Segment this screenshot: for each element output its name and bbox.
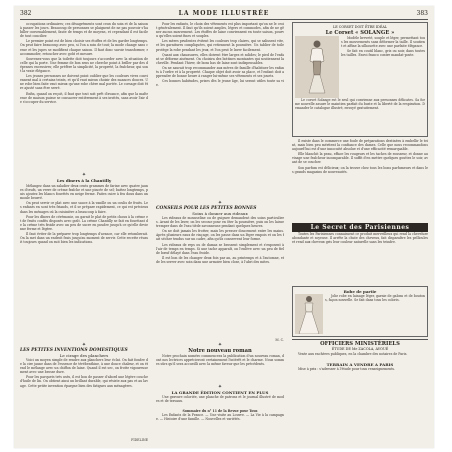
- sale-line: TERRAIN A VENDRE A PARIS: [326, 362, 394, 367]
- divider: [292, 339, 428, 340]
- section-heading: LA GRANDE ÉDITION CONTIENT EN PLUS: [171, 390, 269, 396]
- signature: M. C.: [275, 338, 284, 342]
- ornament-divider: ✦: [81, 172, 87, 178]
- ornament-divider: ✦: [81, 342, 87, 348]
- section-subtitle: ÉTUDE DE Me ZACOLA, AVOUÉ: [331, 347, 389, 351]
- ad-intro: LE CORSET DOIT ÊTRE IDÉAL: [332, 25, 388, 29]
- newspaper-page: [14, 6, 434, 448]
- corset-figure-icon: [306, 38, 328, 94]
- corset-advertisement: [292, 22, 428, 137]
- page-number-left: 382: [20, 10, 32, 17]
- body-text-block: Une gravure coloriée, une planche de patrons et le journal illustré de modes et de travaux.: [156, 395, 284, 404]
- body-text-block: Vente aux enchères publiques, en la chambre des notaires de Paris.: [298, 352, 408, 356]
- body-text-block: Le corset Solange est le seul qui convienne aux personnes délicates. Sa forme nouvelle assure le maintien parfait du buste et la liberté de la respiration. Demander le catalogue illustré, envoyé gratuitement.: [295, 98, 425, 111]
- body-text-block: Les rideaux de mousseline ou de guipure demandent des soins particuliers. Avant de les laver, on les secoue pour en ôter la poussière, puis on les laisse tremper dans de l'eau tiède savonneuse pendant quelques heures. On ne doit jamais les frotter, mais les presser doucement entre les mains. Après plusieurs eaux de rinçage, on les passe dans un léger empois et on les fait sécher tendus sur un cadre, afin qu'ils conservent leur forme. Les rideaux de reps ou de damas se brossent simplement et s'exposent à l'air de temps en temps. Si une tache apparaît, on l'enlève avec un peu de fiel de bœuf délayé dans l'eau froide. Il est bon de les changer deux fois par an, au printemps et à l'automne, et de les serrer avec soin dans une armoire bien close, à l'abri des mites.: [156, 216, 284, 264]
- section-heading: Les dîners à la Chantilly: [56, 178, 112, 183]
- body-text-block: Notre prochain numéro commencera la publication d'un nouveau roman, dont nos lectrices apprécieront certainement l'intérêt et le charme. Nous sommes sûrs qu'il sera accueilli avec la même faveur que les précédents.: [156, 354, 284, 367]
- dress-illustration: [295, 294, 323, 334]
- body-text-block: Il existe dans le commerce une foule de préparations destinées à embellir le teint, mais bien peu méritent la confiance des dames. Celle que nous recommandons aujourd'hui est d'une innocuité absolue et d'une efficacité remarquable. Elle blanchit la peau, efface les rougeurs et les taches de rousseur, et donne au visage une fraîcheur incomparable. Il suffit d'en mettre quelques gouttes le soir, avant de se coucher. Son parfum est délicieux; on la trouve chez tous les bons parfumeurs et dans les grands magasins de nouveautés.: [292, 139, 428, 174]
- header-rule: [20, 19, 428, 20]
- section-subtitle: Soins à donner aux rideaux: [192, 211, 248, 216]
- ad-title: Le Corset « SOLANGE »: [325, 30, 395, 36]
- revue-summary-label: Sommaire du n° 11 de la Revue pour Tous: [182, 409, 258, 414]
- corset-illustration: [295, 36, 339, 98]
- ad-title: Robe de partie: [343, 289, 377, 294]
- dress-figure-icon: [295, 294, 323, 334]
- section-heading: Notre nouveau roman: [188, 348, 252, 355]
- robe-advertisement: [292, 286, 428, 337]
- body-text-block: occupations ordinaires; ces désagréments sont ceux du soin et de la saison à passer les jours. Beaucoup de personnes se plaignent de ne pas pouvoir s'habiller convenablement, faute de temps et de moyens, et cependant il est facile de tout concilier. Le premier point est de bien choisir ses étoffes et de les garder longtemps. On peut faire beaucoup avec peu, si l'on a soin de tout; la mode change sans cesse et les jupes se modifient chaque saison. Il faut donc savoir transformer, raccommoder, retoucher avec goût et mesure. Souvenez-vous que la toilette doit toujours s'accorder avec la situation de celle qui la porte. Une femme de bon sens ne cherche point à briller par des dépenses excessives; elle préfère la simplicité, la propreté, la fraîcheur, qui sont la vraie élégance. Les jeunes personnes ne doivent point oublier que les couleurs vives conviennent mal à certains teints, et qu'il vaut mieux choisir des nuances douces. Une robe bien faite vaut mieux qu'une robe chère mal portée. Le corsage doit être ajusté sans être serré. Enfin, quand on reçoit, il faut que tout soit prêt d'avance, afin que la maîtresse de maison puisse se consacrer entièrement à ses invités, sans avoir l'air de s'occuper du service.: [20, 22, 148, 104]
- page-number-right: 383: [416, 10, 428, 17]
- signature: FIDELINE: [131, 438, 148, 442]
- body-text-block: Les Enfants de la France. — Une visite au Louvre. — La Vie à la campagne. — Histoire d'une famille. — Nouvelles et variétés.: [156, 413, 284, 422]
- page-header: [20, 9, 428, 18]
- section-subtitle: Le cirage des planchers: [59, 353, 109, 358]
- ornament-divider: ✦: [217, 384, 223, 391]
- section-heading: OFFICIERS MINISTÉRIELS: [320, 341, 400, 347]
- body-text-block: Jolie robe en lainage léger, garnie de galons et de boutons, façon nouvelle. Se fait dans tous les coloris.: [325, 294, 425, 303]
- secret-banner: Le Secret des Parisiennes: [292, 223, 428, 232]
- section-heading: CONSEILS POUR LES PETITES BONNES: [156, 206, 257, 211]
- body-text-block: Mélangez dans un saladier deux cents grammes de farine avec quatre jaunes d'œufs, un verre de crème fraîche et une pincée de sel; battez longtemps, puis ajoutez les blancs fouettés en neige ferme. Faites cuire à feu doux dans un moule beurré. On peut servir ce plat avec une sauce à la vanille ou un coulis de fruits. Les enfants en sont très friands, et il se prépare rapidement, ce qui est précieux dans les ménages où la cuisinière a beaucoup à faire. Pour les dîners de cérémonie, on garnit le plat de petits choux à la crème et de fruits confits disposés avec goût. La crème Chantilly se fait en fouettant de la crème très froide avec un peu de sucre en poudre jusqu'à ce qu'elle devienne ferme et légère. Il faut éviter de la préparer trop longtemps d'avance, car elle retomberait. On la met dans un endroit frais jusqu'au moment de servir. Cette recette réussit toujours quand on suit bien les indications.: [20, 184, 148, 245]
- body-text-block: Modèle breveté, souple et léger, permettant tous les mouvements sans déformer la taille. Il soutient et affine la silhouette avec une parfaite élégance. Se fait en coutil blanc, gris ou noir, dans toutes les tailles. Envoi franco contre mandat-poste.: [341, 36, 425, 58]
- ornament-divider: ✦: [217, 200, 223, 206]
- body-text-block: Voici un moyen simple de rendre aux planchers leur éclat. On fait fondre de la cire jaune dans de l'essence de térébenthine, à une douce chaleur, et on étend le mélange avec un chiffon de laine. Quand il est sec, on frotte vigoureusement avec une brosse dure. Pour les parquets très usés, il est bon de passer d'abord une légère couche d'huile de lin. On obtient ainsi un brillant durable, qui résiste aux pas et au lavage. Cette petite invention épargne bien des fatigues aux ménagères.: [20, 358, 148, 388]
- body-text-block: Mise à prix : s'adresser à l'étude pour tous renseignements.: [298, 367, 396, 371]
- column-right: [292, 22, 428, 444]
- column-left: [20, 22, 148, 444]
- ornament-divider: ✦: [217, 342, 223, 349]
- column-middle: [156, 22, 284, 444]
- page-title: LA MODE ILLUSTRÉE: [178, 10, 270, 17]
- body-text-block: Toutes les Parisiennes connaissent ce produit merveilleux qui rend la chevelure abondante et soyeuse. Il arrête la chute des cheveux, fait disparaître les pellicules et rend aux cheveux gris leur couleur naturelle sans les teindre.: [292, 232, 428, 245]
- body-text-block: Pour les enfants, le choix des vêtements est plus important qu'on ne le croit généralement. Il faut qu'ils soient amples, légers et commodes, afin de ne gêner aucun mouvement. Les étoffes de laine conviennent en toute saison, pourvu qu'elles soient fines et souples. Les mères prudentes évitent les couleurs trop claires, qui se salissent vite, et les garnitures compliquées, qui retiennent la poussière. Un tablier de toile protège la robe pendant les jeux, et l'on peut le laver facilement. Quant aux chaussures, elles doivent être larges et solides; le pied de l'enfant se déforme aisément. On choisira des bottines montantes qui soutiennent la cheville. Pendant l'hiver, de bons bas de laine sont indispensables. On ne saurait trop recommander aux mères de famille d'habituer les enfants à l'ordre et à la propreté. Chaque objet doit avoir sa place, et l'enfant doit apprendre de bonne heure à ranger lui-même ses vêtements et ses jouets. Ces bonnes habitudes, prises dès le jeune âge, lui seront utiles toute sa vie.: [156, 22, 284, 88]
- section-heading: LES PETITES INVENTIONS DOMESTIQUES: [20, 348, 128, 353]
